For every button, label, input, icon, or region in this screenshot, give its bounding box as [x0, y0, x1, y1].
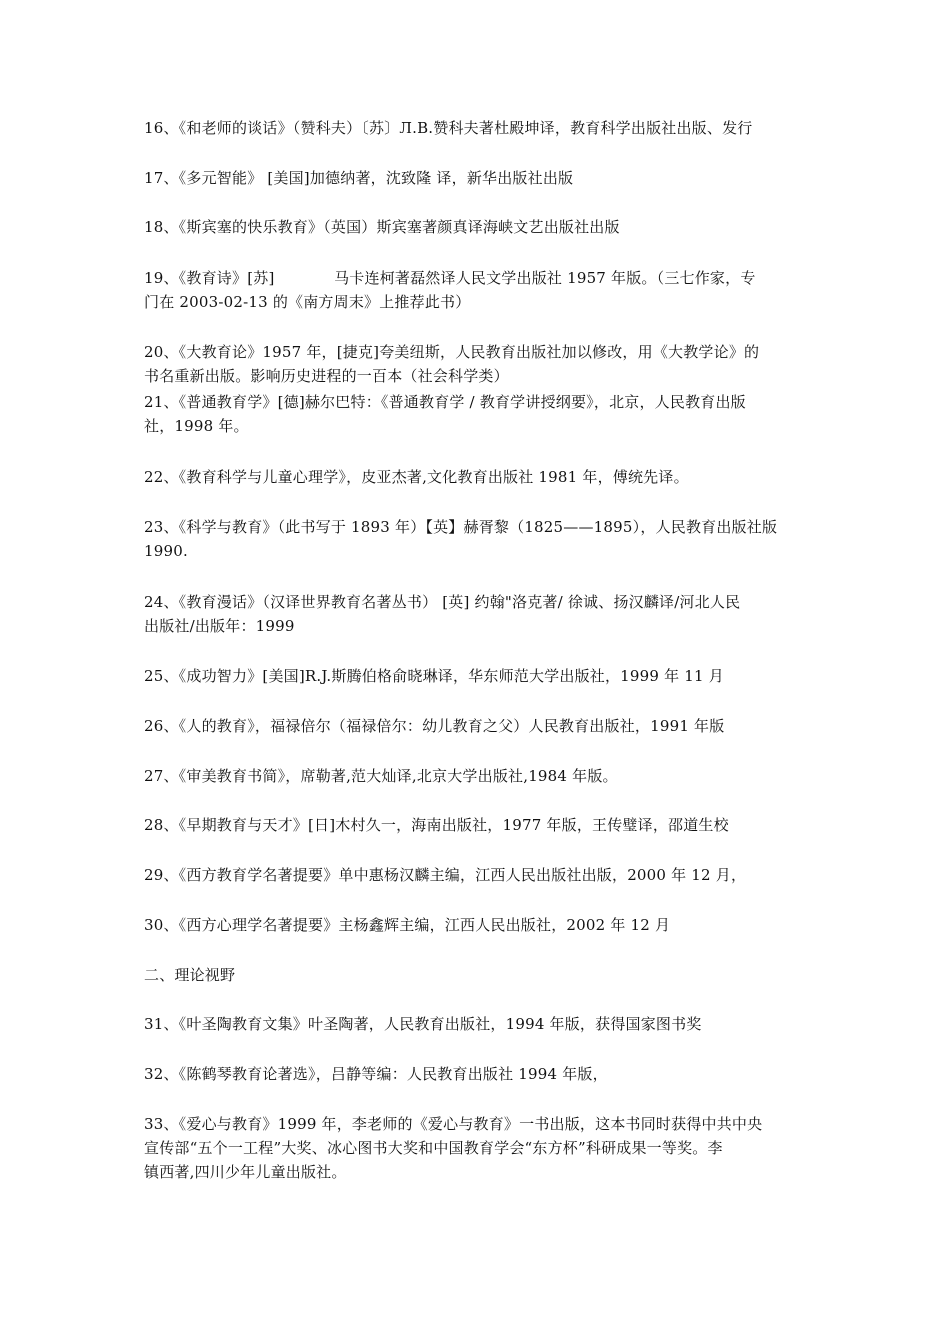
entry-22	[144, 465, 810, 489]
entry-line: 21、《普通教育学》[德]赫尔巴特：《普通教育学 / 教育学讲授纲要》，北京，人民教育出版	[144, 393, 746, 411]
entry-29	[144, 863, 810, 887]
entry-line: 17、《多元智能》 [美国]加德纳著，沈致隆 译，新华出版社出版	[144, 169, 574, 187]
entry-line: 19、《教育诗》[苏] 马卡连柯著磊然译人民文学出版社 1957 年版。（三七作家，专	[144, 269, 756, 287]
entry-line: 门在 2003-02-13 的《南方周末》上推荐此书）	[144, 293, 471, 311]
entry-19	[144, 266, 810, 314]
entry-33	[144, 1112, 810, 1184]
entry-line: 出版社/出版年：1999	[144, 617, 295, 635]
entry-32	[144, 1062, 810, 1086]
section-heading	[144, 963, 810, 987]
entry-line: 1990.	[144, 542, 188, 560]
entry-line: 27、《审美教育书简》，席勒著,范大灿译,北京大学出版社,1984 年版。	[144, 767, 618, 785]
entry-line: 16、《和老师的谈话》（赞科夫）〔苏〕Л.В.赞科夫著杜殿坤译，教育科学出版社出版、发行	[144, 119, 753, 137]
entry-27	[144, 764, 810, 788]
entry-28	[144, 813, 810, 837]
entry-line: 28、《早期教育与天才》[日]木村久一，海南出版社，1977 年版，王传璧译，邵道生校	[144, 816, 729, 834]
entry-line: 宣传部“五个一工程”大奖、冰心图书大奖和中国教育学会“东方杯”科研成果一等奖。李	[144, 1139, 723, 1157]
entry-line: 24、《教育漫话》（汉译世界教育名著丛书） [英] 约翰"洛克著/ 徐诚、扬汉麟译/河北人民	[144, 593, 741, 611]
entry-line: 25、《成功智力》[美国]R.J.斯腾伯格俞晓琳译，华东师范大学出版社，1999 年 11 月	[144, 667, 724, 685]
entry-17	[144, 166, 810, 190]
entry-20	[144, 340, 810, 388]
entry-line: 书名重新出版。影响历史进程的一百本（社会科学类）	[144, 367, 509, 385]
entry-24	[144, 590, 810, 638]
entry-31	[144, 1012, 810, 1036]
entry-line: 29、《西方教育学名著提要》单中惠杨汉麟主编，江西人民出版社出版，2000 年 12 月，	[144, 866, 747, 884]
entry-line: 18、《斯宾塞的快乐教育》（英国）斯宾塞著颜真译海峡文艺出版社出版	[144, 218, 620, 236]
entry-18	[144, 215, 810, 239]
entry-25	[144, 664, 810, 688]
entry-26	[144, 714, 810, 738]
entry-line: 32、《陈鹤琴教育论著选》，吕静等编：人民教育出版社 1994 年版，	[144, 1065, 608, 1083]
entry-line: 22、《教育科学与儿童心理学》，皮亚杰著,文化教育出版社 1981 年，傅统先译。	[144, 468, 689, 486]
entry-23	[144, 515, 810, 563]
entry-line: 20、《大教育论》1957 年，[捷克]夸美纽斯，人民教育出版社加以修改，用《大教学论》的	[144, 343, 760, 361]
entry-line: 31、《叶圣陶教育文集》叶圣陶著，人民教育出版社，1994 年版，获得国家图书奖	[144, 1015, 702, 1033]
section-heading-text: 二、理论视野	[144, 966, 236, 984]
entry-line: 镇西著,四川少年儿童出版社。	[144, 1163, 347, 1181]
entry-line: 33、《爱心与教育》1999 年，李老师的《爱心与教育》一书出版，这本书同时获得中共中央	[144, 1115, 763, 1133]
entry-16	[144, 116, 810, 140]
entry-line: 30、《西方心理学名著提要》主杨鑫辉主编，江西人民出版社，2002 年 12 月	[144, 916, 671, 934]
entry-30	[144, 913, 810, 937]
entry-21	[144, 390, 810, 438]
entry-line: 26、《人的教育》，福禄倍尔（福禄倍尔：幼儿教育之父）人民教育出版社，1991 年版	[144, 717, 725, 735]
entry-line: 社，1998 年。	[144, 417, 249, 435]
entry-line: 23、《科学与教育》（此书写于 1893 年）【英】赫胥黎（1825——1895），人民教育出版社版	[144, 518, 778, 536]
